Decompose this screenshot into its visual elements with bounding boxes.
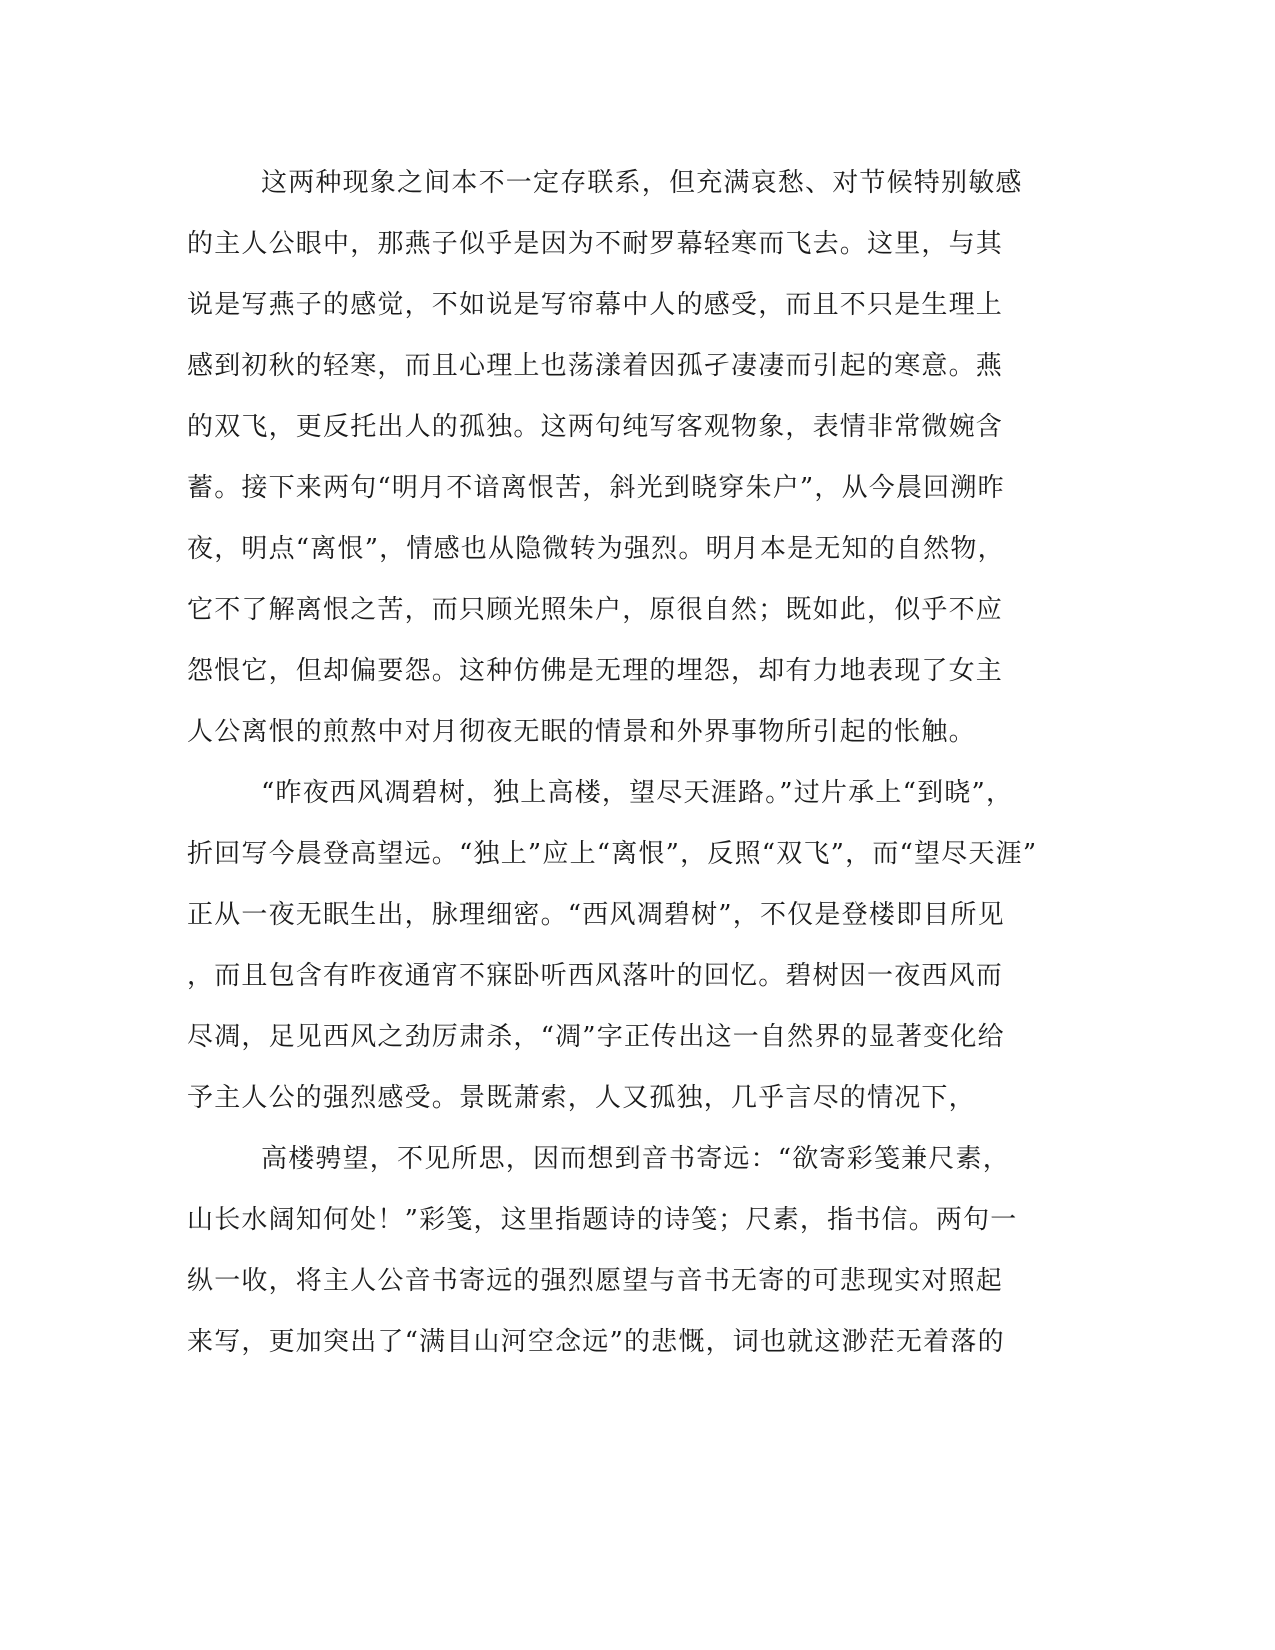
paragraph-3 (187, 1129, 1053, 1373)
text-line: ，而且包含有昨夜通宵不寐卧听西风落叶的回忆。碧树因一夜西风而 (187, 961, 1004, 991)
text-line: 尽凋，足见西风之劲厉肃杀，“凋”字正传出这一自然界的显著变化给 (187, 1022, 1005, 1052)
text-line: 人公离恨的煎熬中对月彻夜无眠的情景和外界事物所引起的怅触。 (187, 717, 976, 747)
text-line: 的主人公眼中，那燕子似乎是因为不耐罗幕轻寒而飞去。这里，与其 (187, 229, 1004, 259)
text-line: 蓄。接下来两句“明月不谙离恨苦，斜光到晓穿朱户”，从今晨回溯昨 (187, 473, 1005, 503)
text-line: 高楼骋望，不见所思，因而想到音书寄远：“欲寄彩笺兼尺素， (261, 1144, 1010, 1174)
text-line: 山长水阔知何处！”彩笺，这里指题诗的诗笺；尺素，指书信。两句一 (187, 1205, 1018, 1235)
text-line: 来写，更加突出了“满目山河空念远”的悲慨，词也就这渺茫无着落的 (187, 1327, 1005, 1357)
text-line: 予主人公的强烈感受。景既萧索，人又孤独，几乎言尽的情况下， (187, 1083, 976, 1113)
text-line: 感到初秋的轻寒，而且心理上也荡漾着因孤孑凄凄而引起的寒意。燕 (187, 351, 1004, 381)
text-line: 怨恨它，但却偏要怨。这种仿佛是无理的埋怨，却有力地表现了女主 (187, 656, 1004, 686)
text-line: 纵一收，将主人公音书寄远的强烈愿望与音书无寄的可悲现实对照起 (187, 1266, 1004, 1296)
text-line: 这两种现象之间本不一定存联系，但充满哀愁、对节候特别敏感 (261, 168, 1023, 198)
text-line: 夜，明点“离恨”，情感也从隐微转为强烈。明月本是无知的自然物， (187, 534, 1005, 564)
document-body (187, 153, 1053, 1373)
paragraph-1 (187, 153, 1053, 763)
text-line: 折回写今晨登高望远。“独上”应上“离恨”，反照“双飞”，而“望尽天涯” (187, 839, 1038, 869)
text-line: 说是写燕子的感觉，不如说是写帘幕中人的感受，而且不只是生理上 (187, 290, 1004, 320)
text-line: 正从一夜无眠生出，脉理细密。“西风凋碧树”，不仅是登楼即目所见 (187, 900, 1005, 930)
text-line: 它不了解离恨之苦，而只顾光照朱户，原很自然；既如此，似乎不应 (187, 595, 1004, 625)
text-line: 的双飞，更反托出人的孤独。这两句纯写客观物象，表情非常微婉含 (187, 412, 1004, 442)
text-line: “昨夜西风凋碧树，独上高楼，望尽天涯路。”过片承上“到晓”， (261, 778, 1014, 808)
paragraph-2 (187, 763, 1053, 1129)
